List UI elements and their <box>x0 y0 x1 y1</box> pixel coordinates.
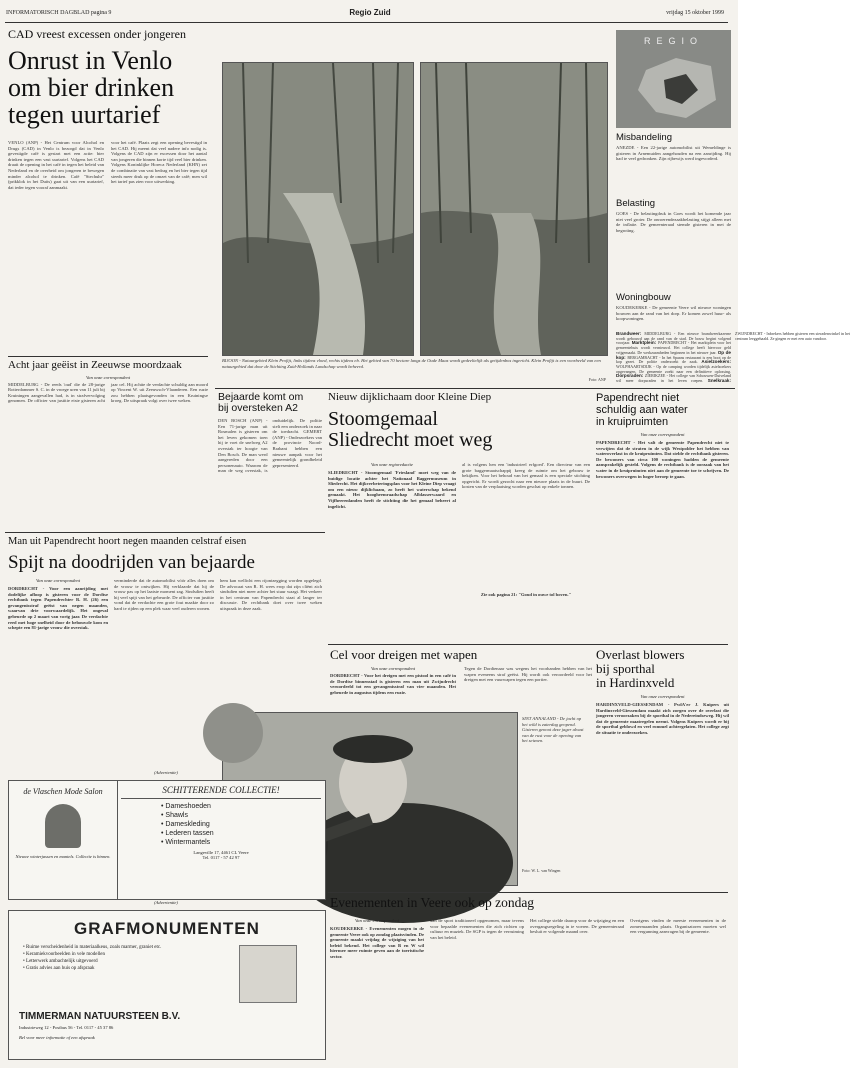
article-reference: Zie ook pagina 21: "Goud in ouwe tol boven." <box>480 592 572 597</box>
sidebar-item-title: Marktplein: <box>631 340 659 346</box>
article-byline: Van onze correspondent <box>86 374 130 380</box>
sidebar-news-more <box>616 331 850 388</box>
article-byline: Van onze correspondent <box>640 432 685 437</box>
sidebar-item-title: Asielzoekers: <box>701 359 731 365</box>
article-body <box>218 418 322 524</box>
ad-address: Langeville 17, 4461 CL Veere <box>193 850 249 855</box>
sidebar-item-title: Belasting <box>616 198 656 209</box>
article-headline <box>596 392 729 428</box>
article-body-col: hem kan wellicht een rijontzegging worden opgelegd. De advocaat van R. H. wees erop dat zijn cliënt zich sindsdien niet meer achter het stuur waagt. Het verkeer in het centrum van Papendrecht staat al langer ter discussie. De rechtbank doet over twee weken uitspraak in deze zaak. <box>220 578 322 611</box>
article-body-col: verminderde dat de automobilist vóór alles doen om de vrouw te ontwijken. Hij verklaarde dat hij de vrouw pas op het laatste moment zag. Sindsdien heeft hij veel spijt van het gebeurde. De officier van justitie vond dat de verdachte een grote fout maakte door zo hard te rijden op een plek waar veel ouderen wonen. <box>114 578 214 611</box>
sidebar-item-body: ZWIJNDRECHT - Inbrekers hebben gisteren een sieradenwinkel in het centrum leeggehaald. Ze gingen er met een auto vandoor. <box>735 331 850 341</box>
sidebar-item <box>616 132 731 195</box>
ad-bullet: • Ruime verscheidenheid in materiaalkeus, zoals marmer, graniet etc. <box>23 945 162 950</box>
ad-label: (Advertentie) <box>154 770 178 775</box>
article-byline: Van onze correspondent <box>640 694 685 699</box>
article-kicker: Man uit Papendrecht hoort negen maanden celstraf eisen <box>8 536 247 547</box>
article-body-col: al is volgens hen een 'industrieel erfgoed'. Een directeur van een grote baggermaatschappij kreeg de ruimte om het gebouw te bekijken. Voor het behoud van het gemaal is een speciale stichting opgericht. Er wordt gezocht naar een nieuwe plaats in de buurt. De kosten van de verplaatsing worden geschat op enkele tonnen. <box>462 462 590 490</box>
ad-title: GRAFMONUMENTEN <box>74 919 260 938</box>
sidebar-item-title: Brandweer: <box>616 331 645 336</box>
sidebar-item-title: Op de kop: <box>616 349 731 360</box>
article-body: MIDDELBURG - De reeds 'oud' die de 28-jarige Rotterdammer S. C. in de vroege uren van 11 juli bij Kruiningen aangevallen had, is in strafvervolging genomen. De officier van justitie eiste gisteren acht jaar cel. Hij achtte de verdachte schuldig aan moord op Vincent W. uit Zeeuwsch-Vlaanderen. Een ruzie zou hebben plaatsgevonden in een Kruiningse kroeg. De uitspraak volgt over twee weken. <box>8 381 208 404</box>
ad-shop-name: de Vlaschen Mode Salon <box>23 787 103 796</box>
sidebar-item-title: Dorpsraden: <box>616 373 645 379</box>
article-body-col: voor het café. Plaats zegt een opening bevestigd in het CAD. Hij meent dat veel nadere info nodig is. Volgens de CAD zijn er excessen door het aantal van jongeren die binnen korte tijd veel bier drinken. Volgens Koninklijke Horeca Nederland (KHN) zet de combinatie van vast bedrag en het bier tegen tijd steeds meer druk op de omzet van de café; men wil het tarief pas zien voor uitwerking. <box>111 140 207 185</box>
ad-left-panel <box>9 781 118 899</box>
article-text: GEMERT (ANP) - Onderzoekers van de provincie Noord-Brabant hebben een nieuwe aanpak voor het gemeentelijk grondbeleid gepresenteerd. <box>272 429 322 468</box>
article-kicker: CAD vreest excessen onder jongeren <box>8 27 186 41</box>
headline-line: in Hardinxveld <box>596 675 675 690</box>
divider <box>8 356 208 357</box>
header-rule <box>5 22 728 23</box>
headline-line: schuldig aan water <box>596 404 688 416</box>
ad-bullet-label: Keramiekvoorbeelden in vele modellen <box>26 952 106 957</box>
ad-bullet-label: Gratis advies aan huis op afspraak <box>26 966 95 971</box>
article-evenementen <box>330 896 728 1058</box>
sidebar-item-body: WOLPHAARTSDIJK - Op de camping worden tijdelijk asielzoekers opgevangen. De gemeente zoekt naar een definitieve oplossing. <box>616 363 731 374</box>
sidebar-item-body: PAPENDRECHT - Het marktplein voor het gemeentehuis wordt vernieuwd. Het college heeft hiervoor geld vrijgemaakt. De werkzaamheden beginnen in het nieuwe jaar. <box>616 340 732 355</box>
photo-nature-ebb <box>420 62 608 356</box>
regio-logo <box>616 30 731 128</box>
ad-item: • Dameskleding <box>161 821 210 828</box>
ad-item: • Lederen tassen <box>161 830 214 837</box>
headline-line: Onrust in Venlo <box>8 45 173 75</box>
ad-item: • Wintermantels <box>161 839 211 846</box>
ad-item-label: Dameskleding <box>165 821 210 828</box>
ad-item: • Dameshoeden <box>161 803 211 810</box>
advertisement-fashion <box>8 780 326 900</box>
ad-bullet: • Gratis advies aan huis op afspraak <box>23 966 95 971</box>
article-headline <box>218 392 322 414</box>
header-left: INFORMATORISCH DAGBLAD pagina 9 <box>6 10 112 16</box>
article-body: HARDINXVELD-GIESSENDAM - PvdA'er J. Kuipers uit Hardinxveld-Giessendam maakt zich zorgen over de overlast die jongeren veroorzaken bij de sporthal in de Nedereindseweg. Hij wil dat de gemeente maatregelen neemt. Volgens Kuipers wordt er bij de sporthal geblowd en veel rommel achtergelaten. Het college zegt de situatie te onderzoeken. <box>596 702 729 735</box>
photo-image <box>421 63 607 355</box>
article-bejaarde <box>218 392 322 532</box>
article-byline: Van onze correspondent <box>36 578 80 583</box>
ad-monument-image <box>239 945 297 1003</box>
article-kicker: Nieuw dijklichaam door Kleine Diep <box>328 391 492 403</box>
article-overlast <box>596 648 729 888</box>
regio-logo-text: REGIO <box>643 36 703 46</box>
article-headline: Spijt na doodrijden van bejaarde <box>8 552 255 574</box>
headline-line: Sliedrecht moet weg <box>328 428 493 451</box>
article-headline <box>596 648 729 690</box>
ad-tagline: Nieuwe winterjassen en mantels. Collectie is binnen. <box>15 854 111 859</box>
headline-line: Overlast blowers <box>596 647 685 662</box>
article-papendrecht <box>596 392 729 642</box>
article-body: PAPENDRECHT - Het valt de gemeente Papendrecht niet te verwijten dat de straten in de wijk Westpolder het hebben van wateroverlast in de kruipruimten. Dat stelde de rechtbank gisteren. De bewoners van circa 100 woningen hadden de gemeente aansprakelijk gesteld. Volgens de rechtbank is de oorzaak van het water in de kruipruimten niet aan de gemeente toe te schrijven. De bewoners overwegen in hoger beroep te gaan. <box>596 440 729 479</box>
header-section: Regio Zuid <box>349 8 391 17</box>
ad-contact: Industrieweg 12 - Postbus 56 - Tel. 0117 - 45 37 86 <box>19 1025 114 1030</box>
headline-line: Stoomgemaal <box>328 407 438 430</box>
article-venlo <box>8 28 208 388</box>
headline-line: Papendrecht niet <box>596 392 680 404</box>
article-body-col: SLIEDRECHT - Stoomgemaal 'Friesland' moet weg van de huidige locatie achter het Nationaal Baggermuseum in Sliedrecht. Het dijkverbeteringsplan voor het Kleine Diep vraagt om een nieuw dijklichaam, zo heeft het waterschap bekend gemaakt. Het hoogheemraadschap Alblasserwaard en Vijfheerenlanden heeft de stichting die het gemaal beheert al ingelicht. <box>328 470 456 509</box>
photo-credit: Foto: ANP <box>588 377 606 382</box>
ad-label: (Advertentie) <box>154 900 178 905</box>
advertisement-grafmonumenten <box>8 910 326 1060</box>
photo-credit: Foto: W. L. van Wingen <box>522 868 561 873</box>
ad-bullet: • Keramiekvoorbeelden in vele modellen <box>23 952 106 957</box>
headline-line: Bejaarde komt om <box>218 391 304 403</box>
ad-bullet: • Letterwerk ambachtelijk uitgevoerd <box>23 959 98 964</box>
sidebar-item-body: GOES - De belastingdruk in Goes wordt het komende jaar niet veel groter. De onroerendezaakbelasting stijgt alleen met de inflatie. De gemeenteraad stemde gisteren in met de begroting. <box>616 211 731 233</box>
ad-item-label: Wintermantels <box>165 839 211 846</box>
article-byline: Van onze correspondent <box>355 918 399 923</box>
sidebar-item-body: MIDDELBURG - Een nieuwe brandweerkazerne wordt gebouwd aan de rand van de stad. De bouw begint volgend voorjaar. <box>616 331 731 346</box>
headline-line: bij oversteken A2 <box>218 402 298 415</box>
article-dreigen <box>330 648 592 708</box>
photo-image <box>223 63 413 355</box>
divider <box>5 532 325 533</box>
ad-bullet-label: Ruime verscheidenheid in materiaalkeus, zoals marmer, graniet etc. <box>26 945 162 950</box>
photo-caption: BIJOON - Natuurgebied Klein Profijt, links tijdens vloed, rechts tijdens eb. Het gebied van 70 hectare langs de Oude Maas wordt gedeeltelijk als getijdenbos ingericht. Klein Profijt is een voorbeeld van een natuurgebied dat door de Stichting Zuid-Hollands Landschap wordt beheerd. <box>222 358 601 369</box>
headline-line: bij sporthal <box>596 661 655 676</box>
article-body-col: Het college stelde daarop voor de wijziging en een overgangsregeling in te voeren. De gemeenteraad besluit er volgende maand over. <box>530 918 624 935</box>
ad-bullet-label: Letterwerk ambachtelijk uitgevoerd <box>26 959 98 964</box>
sidebar-item-body: KOUDEKERKE - De gemeente Veere wil nieuwe woningen bouwen aan de rand van het dorp. Er komen zowel huur- als koopwoningen. <box>616 305 731 322</box>
ad-company: TIMMERMAN NATUURSTEEN B.V. <box>19 1011 181 1022</box>
article-stoomgemaal <box>328 392 590 642</box>
sidebar-item-title: Woningbouw <box>616 292 671 303</box>
sidebar-item-body: ANEZDE - Een 22-jarige automobilist uit Wemeldinge is gisteren in Arnemuiden aangehouden na een aanrijding. Hij had te veel gedronken. Zijn rijbewijs werd ingevorderd. <box>616 145 731 162</box>
ad-item-label: Dameshoeden <box>165 803 211 810</box>
article-body-col: DORDRECHT - Voor het dreigen met een pistool in een café in de Dordtse binnenstad is gisteren een man uit Zwijndrecht veroordeeld tot een gevangenisstraf van vier maanden. Het gebeurde in augustus tijdens een ruzie. <box>330 673 456 695</box>
article-body-col: dan de sport traditioneel opgenomen, maar tevens voor bepaalde evenementen die zich richten op cultuur en muziek. De SGP is tegen de verruiming van het beleid. <box>430 918 524 940</box>
article-body-col: VENLO (ANP) - Het Centrum voor Alcohol en Drugs (CAD) in Venlo is bezorgd dat in Venlo gevestigde café is gestart met een actie: bier drinken tegen een vast uurtarief. Volgens het CAD draait de opening in het café in tegen het beleid van Nederland en de overheid om jongeren te bewegen minder alcohol te drinken. Café "Stechuhr" (prikklok in het Duits) gaat uit van een uurtarief, dat ieder tegen vooraf aanmaakt. <box>8 140 104 190</box>
divider <box>215 388 735 389</box>
photo-caption: SINT ANNALAND - De jacht op het wild is zaterdag geopend. Gisteren genoot deze jager alvast van de rust voor de opening van het seizoen. <box>522 716 584 744</box>
article-body-col: KOUDEKERKE - Evenementen mogen in de gemeente Veere ook op zondag plaatsvinden. De gemeente maakt vrijdag de wijziging van het beleid bekend. Het college van B en W wil hiermee meer ruimte geven aan de toeristische sector. <box>330 926 424 959</box>
article-text: DEN BOSCH (ANP) - Een 71-jarige man uit Rosmalen is gisteren om het leven gekomen toen hij te voet de snelweg A2 overstak ter hoogte van Den Bosch. De man werd aangereden door een personenauto. Waarom de man de weg overstak, is onduidelijk. De politie stelt een onderzoek in naar de toedracht. <box>218 418 322 474</box>
ad-bullet-list <box>23 945 223 971</box>
ad-item: • Shawls <box>161 812 188 819</box>
article-body-col: Tegen de Dordtenaar was wegens het voorhanden hebben van het wapen eveneens straf geëist. Hij wordt ook veroordeeld voor het dreigen met een vuurwapen tegen een portier. <box>464 666 592 683</box>
divider <box>328 892 728 893</box>
sidebar-item-body: ZIERIKZEE - Het college van Schouwen-Duiveland wil meer dorpsraden in het leven roepen. <box>616 373 731 384</box>
sidebar-item <box>616 340 731 354</box>
ad-title: SCHITTERENDE COLLECTIE! <box>121 785 321 799</box>
ad-portrait-image <box>45 804 81 848</box>
photo-nature-flood <box>222 62 414 356</box>
article-headline <box>8 47 208 128</box>
header-date: vrijdag 15 oktober 1999 <box>666 10 724 16</box>
article-headline: Cel voor dreigen met wapen <box>330 647 478 662</box>
headline-line: in kruipruimten <box>596 416 669 428</box>
sidebar-item-title: Snelkraak: <box>707 378 731 384</box>
article-moordzaak <box>8 360 208 530</box>
ad-item-label: Shawls <box>165 812 188 819</box>
ad-item-label: Lederen tassen <box>165 830 214 837</box>
headline-line: tegen uurtarief <box>8 99 161 129</box>
article-byline: Van onze regioredactie <box>370 462 413 467</box>
sidebar-item <box>616 198 731 289</box>
sidebar-item-body: BERGAMBACHT - In het Spaans restaurant is een boot op de kop gezet. De politie onderzoekt de zaak. <box>616 354 731 365</box>
ad-right-panel <box>121 785 321 895</box>
divider <box>328 644 728 645</box>
article-byline: Van onze correspondent <box>371 666 415 671</box>
article-headline: Evenementen in Veere ook op zondag <box>330 895 535 910</box>
sidebar-item-title: Misbandeling <box>616 132 672 143</box>
article-body-col: DORDRECHT - Voor een aanrijding met dodelijke afloop is gisteren voor de Dordtse rechtbank tegen Papendrechter R. H. (26) een gevangenisstraf geëist van negen maanden, waarvan drie voorwaardelijk. Het ongeval gebeurde op 2 maart van vorig jaar. De verdachte reed met hoge snelheid door de bebouwde kom en schepte een 81-jarige vrouw die overstak. <box>8 586 108 631</box>
ad-footer: Bel voor meer informatie of een afspraak <box>19 1035 95 1040</box>
headline-line: om bier drinken <box>8 72 175 102</box>
article-headline: Acht jaar geëist in Zeeuwse moordzaak <box>8 359 182 371</box>
ad-item-list <box>161 803 321 846</box>
ad-phone: Tel. 0117 - 57 42 97 <box>202 855 240 860</box>
article-headline <box>328 409 590 451</box>
article-body-col: Overigens vinden de meeste evenementen in de zomermaanden plaats. Organisatoren moeten wel een vergunning aanvragen bij de gemeente. <box>630 918 726 935</box>
